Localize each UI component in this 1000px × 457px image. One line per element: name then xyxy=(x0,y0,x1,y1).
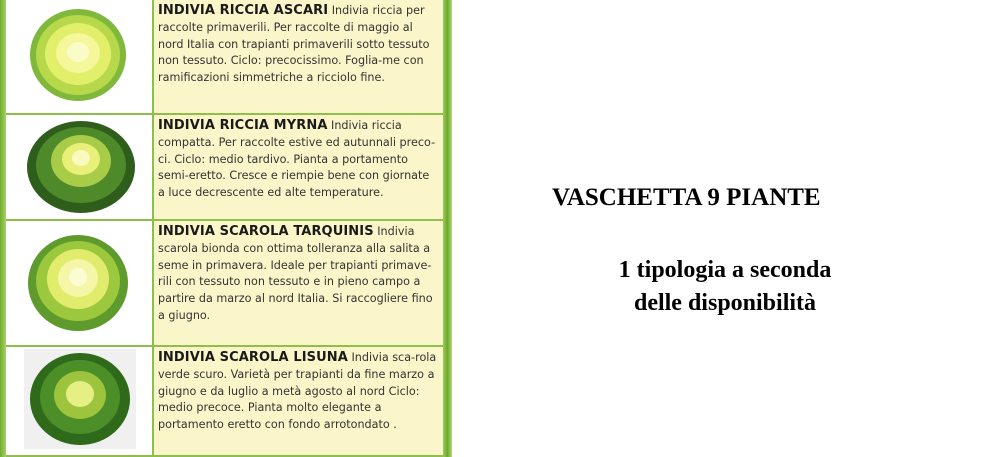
right-green-border xyxy=(443,0,452,457)
variety-text: Indivia scarola bionda con ottima tolleranza alla salita a seme in primavera. Ideale per trapianti primave-rili con tessuto non tessuto e in pieno campo a partire da marzo al nord Italia. Si raccogliere fino a giugno. xyxy=(158,225,433,322)
frisee-endive-ascari-photo xyxy=(6,0,154,113)
variety-name: INDIVIA RICCIA MYRNA xyxy=(158,118,328,133)
variety-description xyxy=(154,221,443,345)
variety-name: INDIVIA RICCIA ASCARI xyxy=(158,3,329,18)
variety-description xyxy=(154,115,443,219)
variety-text: Indivia sca-rola verde scuro. Varietà per trapianti da fine marzo a giugno e da luglio a metà agosto al nord Ciclo: medio precoce. Pianta molto elegante a portamento eretto con fondo arrotondato . xyxy=(158,351,437,432)
escarole-tarquinis-photo xyxy=(6,221,154,345)
tray-title: VASCHETTA 9 PIANTE xyxy=(552,184,821,211)
variety-name: INDIVIA SCAROLA LISUNA xyxy=(158,350,348,365)
variety-row-myrna xyxy=(6,115,443,221)
variety-description xyxy=(154,347,443,455)
tray-subtitle xyxy=(560,254,890,320)
variety-description xyxy=(154,0,443,113)
tray-subtitle-line-2: delle disponibilità xyxy=(633,290,817,316)
escarole-lisuna-photo xyxy=(6,347,154,455)
variety-row-lisuna xyxy=(6,347,443,457)
tray-subtitle-line-1: 1 tipologia a seconda xyxy=(618,257,832,283)
variety-name: INDIVIA SCAROLA TARQUINIS xyxy=(158,224,374,239)
variety-catalog xyxy=(0,0,450,457)
variety-text: Indivia riccia compatta. Per raccolte estive ed autunnali preco-ci. Ciclo: medio tardivo. Pianta a portamento semi-eretto. Cresce e riempie bene con giornate a luce decrescente ed alte temperature. xyxy=(158,119,436,200)
variety-text: Indivia riccia per raccolte primaverili. Per raccolte di maggio al nord Italia con trapianti primaverili sotto tessuto non tessuto. Ciclo: precocissimo. Foglia-me con ramificazioni simmetriche a ricciolo fine. xyxy=(158,4,430,85)
frisee-endive-myrna-photo xyxy=(6,115,154,219)
variety-row-tarquinis xyxy=(6,221,443,347)
variety-row-ascari xyxy=(6,0,443,115)
